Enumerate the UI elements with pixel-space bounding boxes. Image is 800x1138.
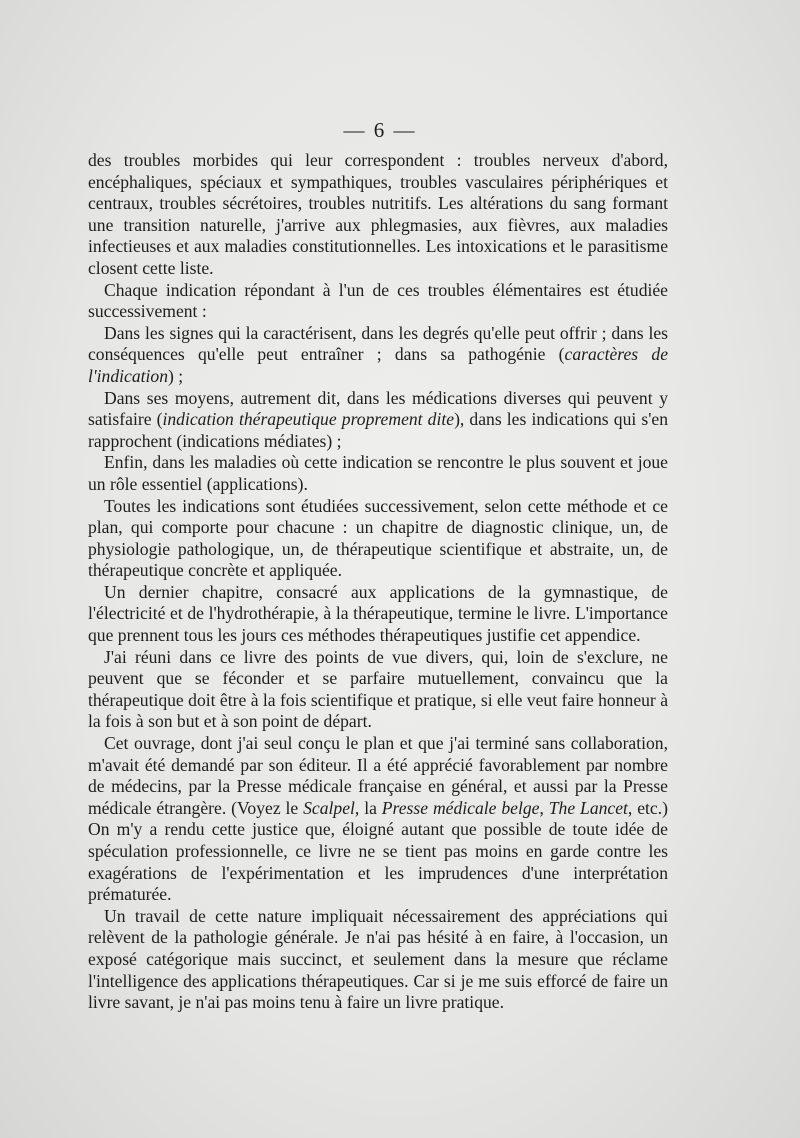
paragraph-9-italic-lancet: The Lancet — [548, 797, 628, 818]
paragraph-10: Un travail de cette nature impliquait nécessairement des appréciations qui relèvent de la pathologie générale. Je n'ai pas hésité à en faire, à l'occasion, un exposé catégorique mais succinct, et seulement dans la mesure que réclame l'intelligence des applications thérapeutiques. Car si je me suis efforcé de faire un livre savant, je n'ai pas moins tenu à faire un livre pratique. — [88, 905, 668, 1013]
paragraph-4-end: ), dans les indications qui s'en rapprochent (indications médiates) ; — [88, 409, 668, 451]
paragraph-4-italic: indication thérapeutique proprement dite — [162, 409, 455, 430]
paragraph-8: J'ai réuni dans ce livre des points de vue divers, qui, loin de s'exclure, ne peuvent que se féconder et se parfaire mutuellement, convaincu que la thérapeutique doit être à la fois scientifique et pratique, si elle veut faire honneur à la fois à son but et à son point de départ. — [88, 646, 668, 732]
paragraph-7: Un dernier chapitre, consacré aux applications de la gymnastique, de l'électricité et de l'hydrothérapie, à la thérapeutique, termine le livre. L'importance que prennent tous les jours ces méthodes thérapeutiques justifie cet appendice. — [88, 581, 668, 646]
paragraph-2: Chaque indication répondant à l'un de ces troubles élémentaires est étudiée successivement : — [88, 279, 668, 322]
paragraph-6: Toutes les indications sont étudiées successivement, selon cette méthode et ce plan, qui comporte pour chacune : un chapitre de diagnostic clinique, un, de physiologie pathologique, un, de thérapeutique scientifique et abstraite, un, de thérapeutique concrète et appliquée. — [88, 495, 668, 581]
paragraph-4 — [88, 388, 668, 453]
paragraph-9-text-c: , — [539, 797, 549, 818]
paragraph-3-text: Dans les signes qui la caractérisent, dans les degrés qu'elle peut offrir ; dans les conséquences qu'elle peut entraîner ; dans sa pathogénie ( — [88, 322, 668, 365]
paragraph-3-italic: caractères de l'indication — [88, 344, 669, 386]
paragraph-9 — [88, 733, 668, 906]
paragraph-1: des troubles morbides qui leur correspondent : troubles nerveux d'abord, encéphaliques, spéciaux et sympathiques, troubles vasculaires périphériques et centraux, troubles sécrétoires, troubles nutritifs. Les altérations du sang formant une transition naturelle, j'arrive aux phlegmasies, aux fièvres, aux maladies infectieuses et aux maladies constitutionnelles. Les intoxications et le parasitisme closent cette liste. — [88, 150, 668, 278]
paragraph-9-text-a: Cet ouvrage, dont j'ai seul conçu le plan et que j'ai terminé sans collaboration, m'avait été demandé par son éditeur. Il a été apprécié favorablement par nombre de médecins, par la Presse médicale française en général, et aussi par la Presse médicale étrangère. (Voyez le — [88, 733, 668, 818]
paragraph-3 — [88, 323, 668, 388]
paragraph-9-text-b: , la — [354, 797, 382, 818]
paragraph-9-text-d: , etc.) On m'y a rendu cette justice que, éloigné autant que possible de toute idée de spéculation professionnelle, ce livre ne se tient pas moins en garde contre les exagérations de l'expérimentation et les imprudences d'une interprétation prématurée. — [88, 797, 668, 905]
paragraph-4-text: Dans ses moyens, autrement dit, dans les médications diverses qui peuvent y satisfaire ( — [88, 387, 668, 430]
paragraph-3-end: ) ; — [168, 365, 184, 386]
page-number: — 6 — — [343, 118, 417, 142]
paragraph-9-italic-scalpel: Scalpel — [303, 797, 355, 818]
paragraph-5: Enfin, dans les maladies où cette indication se rencontre le plus souvent et joue un rôle essentiel (applications). — [88, 452, 668, 494]
body-text — [88, 150, 668, 1014]
paragraph-9-italic-presse: Presse médicale belge — [381, 797, 540, 818]
